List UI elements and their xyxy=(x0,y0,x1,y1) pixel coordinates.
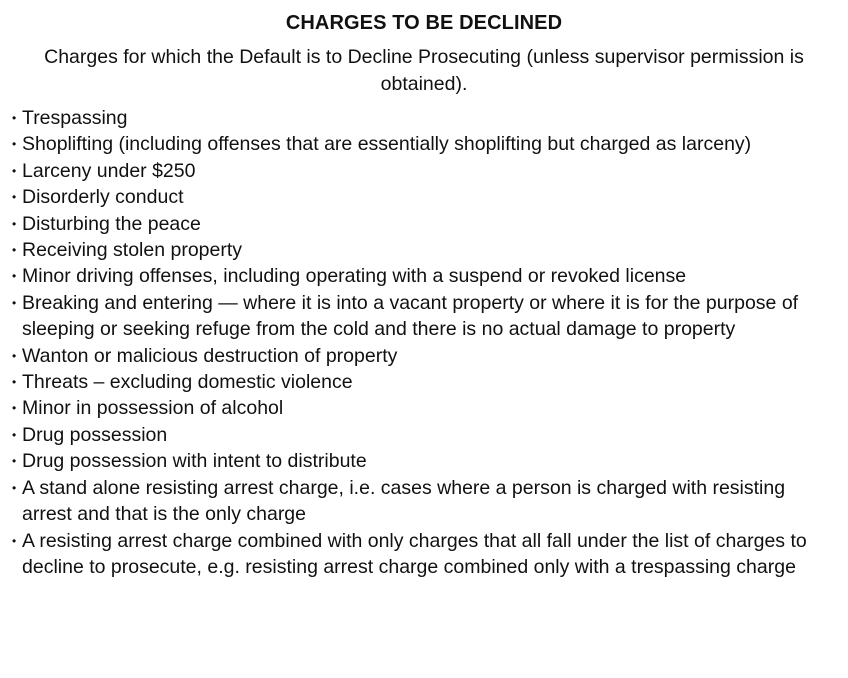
page-title: CHARGES TO BE DECLINED xyxy=(285,12,563,34)
list-item-text: Minor in possession of alcohol xyxy=(22,397,284,420)
list-item xyxy=(10,105,832,131)
bullet-icon: • xyxy=(12,454,17,469)
bullet-icon: • xyxy=(12,269,17,284)
list-item-text: Breaking and entering — where it is into a vacant property or where it is for the purpose of sleeping or seeking refuge from the cold and there is no actual damage to property xyxy=(22,291,799,341)
list-item xyxy=(10,475,832,528)
bullet-icon: • xyxy=(12,533,17,548)
list-item-text: Minor driving offenses, including operating with a suspend or revoked license xyxy=(22,265,687,288)
list-item-text: Disturbing the peace xyxy=(22,212,201,235)
bullet-icon: • xyxy=(12,295,17,310)
list-item-text: Drug possession xyxy=(22,423,168,446)
bullet-icon: • xyxy=(12,427,17,442)
list-item-text: Shoplifting (including offenses that are essentially shoplifting but charged as larceny) xyxy=(22,133,752,156)
list-item xyxy=(10,290,832,343)
list-item-text: Wanton or malicious destruction of property xyxy=(22,344,398,367)
list-item xyxy=(10,343,832,369)
list-item xyxy=(10,131,832,157)
bullet-icon: • xyxy=(12,243,17,258)
bullet-icon: • xyxy=(12,163,17,178)
list-item xyxy=(10,211,832,237)
list-item-text: Larceny under $250 xyxy=(22,159,196,182)
list-item xyxy=(10,184,832,210)
list-item xyxy=(10,369,832,395)
list-item xyxy=(10,395,832,421)
bullet-icon: • xyxy=(12,348,17,363)
list-item-text: Disorderly conduct xyxy=(22,186,184,209)
bullet-icon: • xyxy=(12,401,17,416)
list-item xyxy=(10,422,832,448)
bullet-icon: • xyxy=(12,480,17,495)
list-item-text: Trespassing xyxy=(22,107,128,129)
bullet-icon: • xyxy=(12,190,17,205)
charges-list xyxy=(0,105,848,580)
list-item-text: A resisting arrest charge combined with only charges that all fall under the list of charges to decline to prosecute, e.g. resisting arrest charge combined only with a trespassing charge xyxy=(22,529,807,578)
list-item xyxy=(10,237,832,263)
bullet-icon: • xyxy=(12,216,17,231)
list-item xyxy=(10,448,832,474)
list-item xyxy=(10,263,832,289)
bullet-icon: • xyxy=(12,137,17,152)
bullet-icon: • xyxy=(12,111,17,125)
list-item xyxy=(10,158,832,184)
bullet-icon: • xyxy=(12,375,17,390)
list-item xyxy=(10,528,832,581)
page-subtitle: Charges for which the Default is to Decline Prosecuting (unless supervisor permission is obtained). xyxy=(44,46,804,95)
list-item-text: Threats – excluding domestic violence xyxy=(22,371,353,394)
list-item-text: Receiving stolen property xyxy=(22,239,243,262)
list-item-text: A stand alone resisting arrest charge, i.e. cases where a person is charged with resisting arrest and that is the only charge xyxy=(22,476,786,526)
list-item-text: Drug possession with intent to distribute xyxy=(22,450,367,473)
